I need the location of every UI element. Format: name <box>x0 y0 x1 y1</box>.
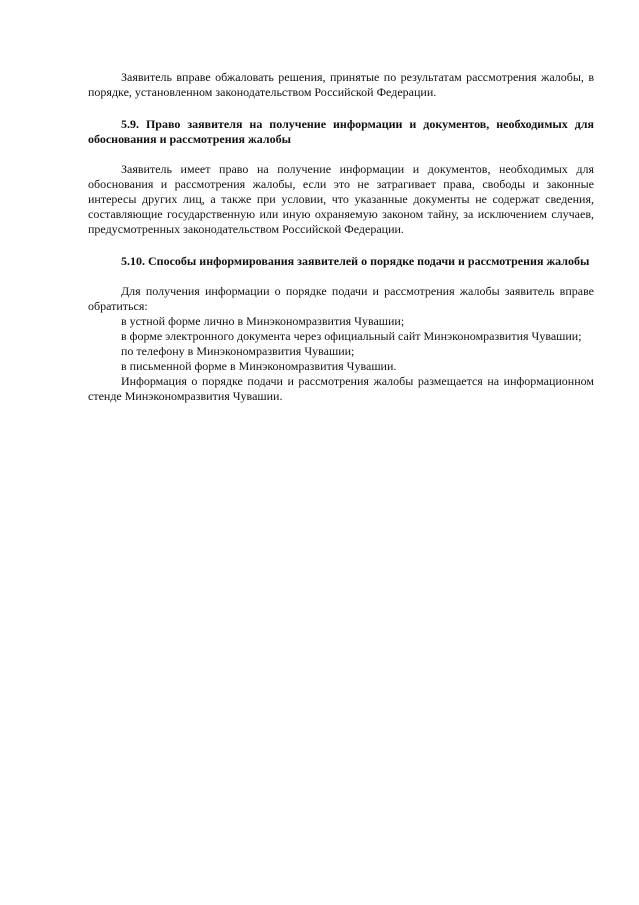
paragraph-info-stand: Информация о порядке подачи и рассмотрения жалобы размещается на информационном стенде Минэкономразвития Чувашии. <box>88 374 594 403</box>
list-item-written: в письменной форме в Минэкономразвития Чувашии. <box>121 359 397 373</box>
section-heading-5-10: 5.10. Способы информирования заявителей о порядке подачи и рассмотрения жалобы <box>121 254 590 268</box>
list-item-oral: в устной форме лично в Минэкономразвития Чувашии; <box>121 314 405 328</box>
list-item-electronic: в форме электронного документа через официальный сайт Минэкономразвития Чувашии; <box>121 329 582 343</box>
paragraph-appeal-right: Заявитель вправе обжаловать решения, принятые по результатам рассмотрения жалобы, в порядке, установленном законодательством Российской Федерации. <box>88 70 594 99</box>
section-heading-5-9: 5.9. Право заявителя на получение информации и документов, необходимых для обоснования и рассмотрения жалобы <box>88 117 594 146</box>
document-page <box>88 70 594 404</box>
paragraph-information-right: Заявитель имеет право на получение информации и документов, необходимых для обоснования и рассмотрения жалобы, если это не затрагивает права, свободы и законные интересы других лиц, а также при условии, что указанные документы не содержат сведения, составляющие государственную или иную охраняемую законом тайну, за исключением случаев, предусмотренных законодательством Российской Федерации. <box>88 162 594 236</box>
paragraph-information-methods: Для получения информации о порядке подачи и рассмотрения жалобы заявитель вправе обратиться: <box>88 284 594 313</box>
list-item-phone: по телефону в Минэкономразвития Чувашии; <box>121 344 355 358</box>
